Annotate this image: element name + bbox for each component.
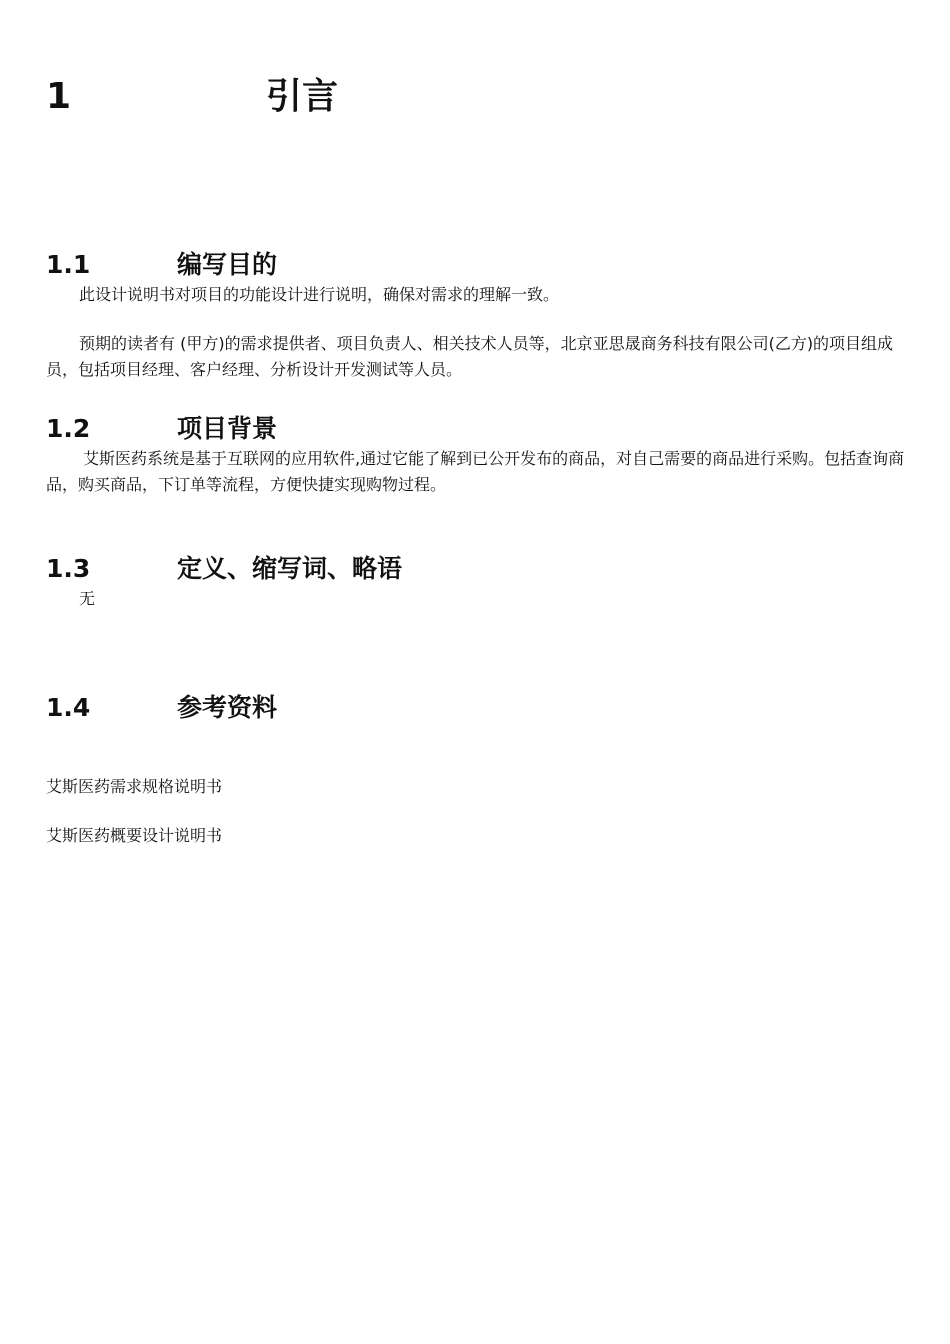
reference-item-2: 艾斯医药概要设计说明书 <box>46 826 223 845</box>
section-title: 参考资料 <box>177 693 278 722</box>
chapter-heading <box>46 72 906 122</box>
chapter-number: 1 <box>46 76 72 117</box>
section-heading-1-2 <box>46 412 906 446</box>
section-number: 1.1 <box>46 250 91 279</box>
section-heading-1-3 <box>46 552 906 586</box>
section-1-1-paragraph-1: 此设计说明书对项目的功能设计进行说明，确保对需求的理解一致。 <box>79 285 560 304</box>
reference-item-1: 艾斯医药需求规格说明书 <box>46 777 223 796</box>
section-1-3-paragraph-1: 无 <box>79 589 96 608</box>
section-title: 项目背景 <box>177 414 278 443</box>
section-title: 定义、缩写词、略语 <box>177 554 403 583</box>
section-number: 1.2 <box>46 414 91 443</box>
section-1-1-paragraph-2: 预期的读者有 (甲方)的需求提供者、项目负责人、相关技术人员等，北京亚思晟商务科技有限公司(乙方)的项目组成员，包括项目经理、客户经理、分析设计开发测试等人员。 <box>46 334 894 379</box>
section-number: 1.3 <box>46 554 91 583</box>
chapter-title: 引言 <box>266 76 339 117</box>
section-1-2-paragraph-1: 艾斯医药系统是基于互联网的应用软件,通过它能了解到已公开发布的商品，对自己需要的商品进行采购。包括查询商品，购买商品，下订单等流程，方便快捷实现购物过程。 <box>46 449 905 494</box>
section-title: 编写目的 <box>177 250 278 279</box>
section-number: 1.4 <box>46 693 91 722</box>
section-heading-1-4 <box>46 691 906 725</box>
section-heading-1-1 <box>46 248 906 282</box>
